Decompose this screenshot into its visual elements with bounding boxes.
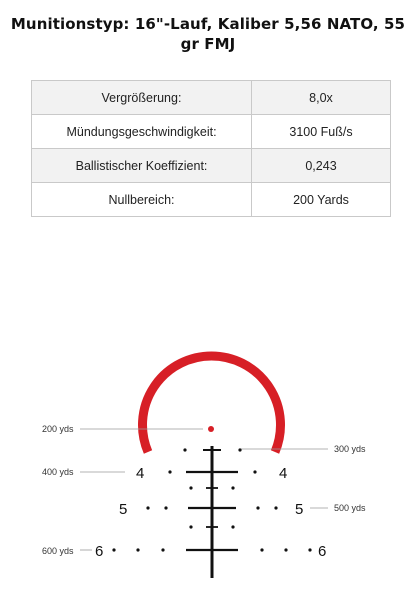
reticle-ring [143, 356, 281, 452]
center-dot [208, 426, 214, 432]
spec-label: Mündungsgeschwindigkeit: [32, 115, 252, 149]
label-200yds: 200 yds [42, 424, 74, 434]
reticle-diagram [0, 350, 416, 612]
table-row [32, 183, 391, 217]
spec-value: 200 Yards [252, 183, 391, 217]
ammo-type-title: Munitionstyp: 16"-Lauf, Kaliber 5,56 NATO, 55 gr FMJ [10, 15, 406, 53]
label-300yds: 300 yds [334, 444, 366, 454]
holdover-4-left: 4 [136, 465, 145, 482]
holdover-6-left: 6 [95, 543, 104, 560]
holdover-5-left: 5 [119, 501, 128, 518]
label-400yds: 400 yds [42, 467, 74, 477]
specs-table [31, 80, 391, 217]
leader-lines [80, 429, 328, 550]
reticle-crosshair [186, 446, 238, 578]
holdover-5-right: 5 [295, 501, 304, 518]
table-row [32, 115, 391, 149]
table-row [32, 81, 391, 115]
holdover-6-right: 6 [318, 543, 327, 560]
label-500yds: 500 yds [334, 503, 366, 513]
label-600yds: 600 yds [42, 546, 74, 556]
spec-value: 8,0x [252, 81, 391, 115]
spec-value: 3100 Fuß/s [252, 115, 391, 149]
spec-label: Nullbereich: [32, 183, 252, 217]
holdover-4-right: 4 [279, 465, 288, 482]
spec-label: Ballistischer Koeffizient: [32, 149, 252, 183]
table-row [32, 149, 391, 183]
spec-label: Vergrößerung: [32, 81, 252, 115]
spec-value: 0,243 [252, 149, 391, 183]
